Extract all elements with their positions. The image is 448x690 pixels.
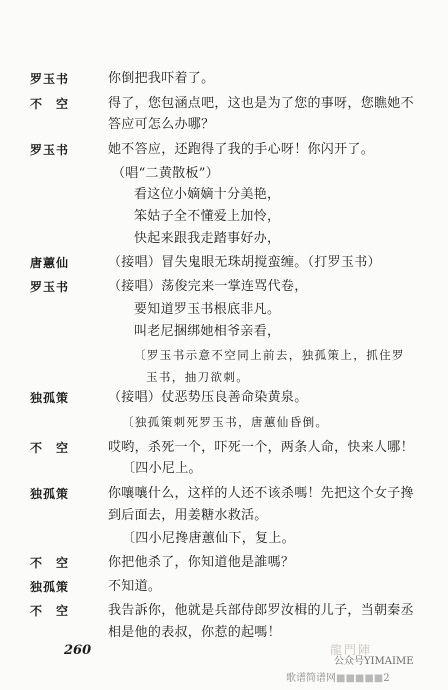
- speaker-name: 不 空: [30, 441, 70, 455]
- watermark-account: 公众号YIMAIME: [334, 656, 414, 667]
- dialogue-line: （接唱）冒失鬼眼无珠胡搅蛮缠。（打罗玉书）: [108, 255, 381, 270]
- watermark-logo: 龍門陣: [330, 643, 373, 657]
- script-line: 到后面去，用姜糖水救活。: [108, 508, 268, 523]
- script-line: 〔罗玉书示意不空同上前去，独孤策上，抓住罗: [134, 348, 405, 362]
- watermark-site: 歌谱简谱网■■■■■2: [286, 673, 390, 684]
- dialogue-line: 你把他杀了，你知道他是誰嗎？: [108, 555, 295, 570]
- dialogue-line: 你倒把我吓着了。: [108, 71, 215, 86]
- script-line: 〔四小尼上。: [122, 461, 202, 476]
- dialogue-line: 哎哟，杀死一个，吓死一个，两条人命，快来人哪！: [108, 440, 414, 455]
- speaker-name: 唐蕙仙: [30, 256, 70, 270]
- watermark-site-text: 歌谱简谱网: [286, 673, 336, 684]
- script-line: 叫老尼捆绑她相爷亲看，: [134, 324, 281, 339]
- script-line: （唱“二黄散板”）: [112, 166, 219, 181]
- script-line: 看这位小嫡嫡十分美艳，: [134, 187, 281, 202]
- script-line: 相是他的表叔，你惹的起嗎！: [108, 625, 281, 640]
- script-line: 答应可怎么办哪？: [108, 117, 215, 132]
- dialogue-line: 得了，您包涵点吧，这也是为了您的事呀，您瞧她不: [108, 96, 414, 111]
- dialogue-line: （接唱）荡俊完来一掌连骂代卷，: [108, 279, 308, 294]
- dialogue-line: 不知道。: [108, 579, 162, 594]
- speaker-name: 罗玉书: [30, 143, 70, 157]
- watermark-site-tail: 2: [383, 673, 390, 684]
- dialogue-line: 她不答应，还跑得了我的手心呀！你闪开了。: [108, 142, 375, 157]
- script-line: 〔四小尼搀唐蕙仙下，复上。: [122, 531, 295, 546]
- speaker-name: 独孤策: [30, 580, 70, 594]
- speaker-name: 独孤策: [30, 487, 70, 501]
- speaker-name: 罗玉书: [30, 280, 70, 294]
- dialogue-line: 我告訴你，他就是兵部侍郎罗汝楫的儿子，当朝秦丞: [108, 603, 414, 618]
- dialogue-line: （接唱）仗恶势压良善命染黄泉。: [108, 390, 308, 405]
- speaker-name: 不 空: [30, 556, 70, 570]
- speaker-name: 不 空: [30, 97, 70, 111]
- script-line: 快起来跟我走踏事好办，: [134, 231, 281, 246]
- speaker-name: 罗玉书: [30, 72, 70, 86]
- speaker-name: 独孤策: [30, 391, 70, 405]
- dialogue-line: 你嚷嚷什么，这样的人还不该杀嗎！先把这个女子搀: [108, 486, 414, 501]
- script-line: 玉书，抽刀欲刺。: [146, 370, 250, 384]
- page-number: 260: [64, 643, 92, 658]
- script-line: 要知道罗玉书根底非凡。: [134, 302, 281, 317]
- script-line: 笨姑子全不懂爱上加怜，: [134, 209, 281, 224]
- speaker-name: 不 空: [30, 604, 70, 618]
- script-line: 〔独孤策刺死罗玉书，唐蕙仙昏倒。: [122, 415, 329, 429]
